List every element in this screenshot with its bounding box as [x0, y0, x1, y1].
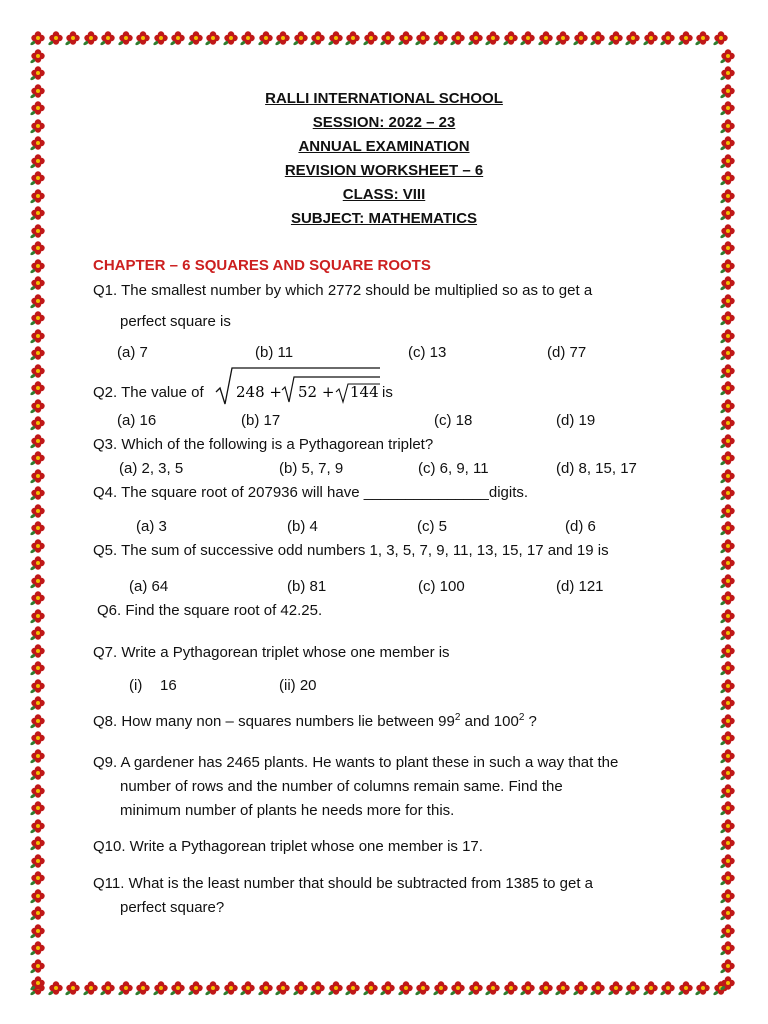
flower-border-icon: [720, 573, 736, 589]
flower-border-icon: [30, 643, 46, 659]
flower-border-icon: [188, 30, 204, 46]
flower-border-icon: [520, 980, 536, 996]
flower-border-icon: [153, 30, 169, 46]
flower-border-icon: [65, 980, 81, 996]
q3-text: Q3. Which of the following is a Pythagorean triplet?: [93, 436, 434, 453]
subject-label: SUBJECT: MATHEMATICS: [290, 210, 478, 227]
flower-border-icon: [720, 555, 736, 571]
flower-border-icon: [363, 30, 379, 46]
flower-border-icon: [100, 980, 116, 996]
flower-border-icon: [30, 573, 46, 589]
flower-border-icon: [30, 415, 46, 431]
flower-border-icon: [30, 240, 46, 256]
q2-expr-a: 248 +: [236, 383, 282, 401]
q9-line2: number of rows and the number of columns remain same. Find the: [120, 778, 563, 795]
q8-prefix: Q8. How many non – squares numbers lie between 99: [93, 713, 455, 730]
flower-border-icon: [720, 800, 736, 816]
flower-border-icon: [30, 485, 46, 501]
q4-option-c: (c) 5: [417, 518, 447, 535]
flower-border-icon: [720, 643, 736, 659]
q4-option-a: (a) 3: [136, 518, 167, 535]
flower-border-icon: [65, 30, 81, 46]
q2-prefix: Q2. The value of: [93, 384, 204, 401]
q7-text: Q7. Write a Pythagorean triplet whose one member is: [93, 644, 450, 661]
q4-text: Q4. The square root of 207936 will have _______________digits.: [93, 484, 529, 501]
q8-text: [93, 712, 537, 730]
flower-border-icon: [275, 980, 291, 996]
flower-border-icon: [720, 468, 736, 484]
flower-border-icon: [713, 30, 729, 46]
flower-border-icon: [660, 30, 676, 46]
q3-option-a: (a) 2, 3, 5: [119, 460, 184, 477]
flower-border-icon: [720, 345, 736, 361]
flower-border-icon: [643, 980, 659, 996]
flower-border-icon: [590, 30, 606, 46]
flower-border-icon: [30, 363, 46, 379]
flower-border-icon: [30, 398, 46, 414]
flower-border-icon: [30, 713, 46, 729]
flower-border-icon: [720, 888, 736, 904]
q7-part1-label: (i): [129, 677, 143, 694]
flower-border-icon: [720, 818, 736, 834]
flower-border-icon: [30, 310, 46, 326]
flower-border-icon: [345, 30, 361, 46]
flower-border-icon: [720, 48, 736, 64]
q10-text: Q10. Write a Pythagorean triplet whose one member is 17.: [93, 838, 483, 855]
q1-line1: Q1. The smallest number by which 2772 should be multiplied so as to get a: [93, 282, 593, 299]
flower-border-icon: [720, 958, 736, 974]
flower-border-icon: [503, 30, 519, 46]
chapter-title: CHAPTER – 6 SQUARES AND SQUARE ROOTS: [93, 257, 431, 274]
flower-border-icon: [205, 30, 221, 46]
flower-border-icon: [30, 835, 46, 851]
flower-border-icon: [30, 818, 46, 834]
flower-border-icon: [555, 980, 571, 996]
flower-border-icon: [643, 30, 659, 46]
session: SESSION: 2022 – 23: [312, 114, 456, 131]
flower-border-icon: [720, 870, 736, 886]
flower-border-icon: [48, 30, 64, 46]
flower-border-icon: [520, 30, 536, 46]
flower-border-icon: [205, 980, 221, 996]
flower-border-icon: [720, 310, 736, 326]
flower-border-icon: [720, 590, 736, 606]
flower-border-icon: [30, 625, 46, 641]
flower-border-icon: [433, 30, 449, 46]
flower-border-icon: [608, 30, 624, 46]
flower-border-icon: [30, 538, 46, 554]
flower-border-icon: [720, 695, 736, 711]
q1-option-c: (c) 13: [408, 344, 447, 361]
flower-border-icon: [30, 293, 46, 309]
flower-border-icon: [83, 30, 99, 46]
flower-border-icon: [720, 975, 736, 991]
worksheet-title: REVISION WORKSHEET – 6: [284, 162, 484, 179]
flower-border-icon: [30, 345, 46, 361]
flower-border-icon: [30, 660, 46, 676]
q2-suffix: is: [382, 384, 393, 401]
flower-border-icon: [660, 980, 676, 996]
flower-border-icon: [30, 730, 46, 746]
q2-option-b: (b) 17: [241, 412, 281, 429]
flower-border-icon: [573, 980, 589, 996]
flower-border-icon: [275, 30, 291, 46]
flower-border-icon: [720, 485, 736, 501]
q4-option-d: (d) 6: [565, 518, 596, 535]
flower-border-icon: [30, 958, 46, 974]
flower-border-icon: [720, 923, 736, 939]
flower-border-icon: [450, 30, 466, 46]
q5-option-c: (c) 100: [418, 578, 465, 595]
flower-border-icon: [118, 30, 134, 46]
flower-border-icon: [118, 980, 134, 996]
flower-border-icon: [625, 980, 641, 996]
flower-border-icon: [30, 65, 46, 81]
flower-border-icon: [720, 625, 736, 641]
q8-suffix: ?: [524, 713, 537, 730]
flower-border-icon: [720, 415, 736, 431]
flower-border-icon: [153, 980, 169, 996]
flower-border-icon: [468, 30, 484, 46]
flower-border-icon: [30, 555, 46, 571]
flower-border-icon: [398, 980, 414, 996]
flower-border-icon: [345, 980, 361, 996]
flower-border-icon: [720, 730, 736, 746]
q3-option-c: (c) 6, 9, 11: [418, 460, 489, 477]
flower-border-icon: [720, 940, 736, 956]
flower-border-icon: [380, 980, 396, 996]
flower-border-icon: [720, 835, 736, 851]
flower-border-icon: [240, 30, 256, 46]
flower-border-icon: [30, 433, 46, 449]
flower-border-icon: [363, 980, 379, 996]
flower-border-icon: [678, 980, 694, 996]
q1-line2: perfect square is: [120, 313, 231, 330]
q5-text: Q5. The sum of successive odd numbers 1, 3, 5, 7, 9, 11, 13, 15, 17 and 19 is: [93, 542, 609, 559]
flower-border-icon: [310, 30, 326, 46]
flower-border-icon: [625, 30, 641, 46]
flower-border-icon: [720, 905, 736, 921]
flower-border-icon: [720, 783, 736, 799]
flower-border-icon: [30, 503, 46, 519]
flower-border-icon: [720, 748, 736, 764]
q3-option-b: (b) 5, 7, 9: [279, 460, 344, 477]
flower-border-icon: [30, 520, 46, 536]
flower-border-icon: [720, 258, 736, 274]
flower-border-icon: [188, 980, 204, 996]
flower-border-icon: [720, 503, 736, 519]
flower-border-icon: [170, 30, 186, 46]
flower-border-icon: [720, 380, 736, 396]
flower-border-icon: [720, 678, 736, 694]
flower-border-icon: [720, 398, 736, 414]
q2-expr-b: 52 +: [298, 383, 335, 401]
flower-border-icon: [83, 980, 99, 996]
flower-border-icon: [573, 30, 589, 46]
flower-border-icon: [503, 980, 519, 996]
flower-border-icon: [608, 980, 624, 996]
flower-border-icon: [135, 980, 151, 996]
flower-border-icon: [30, 905, 46, 921]
flower-border-icon: [538, 30, 554, 46]
flower-border-icon: [720, 765, 736, 781]
flower-border-icon: [433, 980, 449, 996]
flower-border-icon: [30, 980, 46, 996]
flower-border-icon: [450, 980, 466, 996]
flower-border-icon: [30, 853, 46, 869]
flower-border-icon: [720, 433, 736, 449]
flower-border-icon: [720, 363, 736, 379]
flower-border-icon: [30, 870, 46, 886]
flower-border-icon: [720, 538, 736, 554]
flower-border-icon: [30, 380, 46, 396]
flower-border-icon: [30, 695, 46, 711]
class-label: CLASS: VIII: [342, 186, 426, 203]
q8-exponent-2: 2: [518, 712, 525, 723]
flower-border-icon: [720, 65, 736, 81]
flower-border-icon: [293, 30, 309, 46]
flower-border-icon: [223, 980, 239, 996]
flower-border-icon: [720, 520, 736, 536]
q1-option-b: (b) 11: [255, 344, 294, 361]
flower-border-icon: [485, 980, 501, 996]
q9-line1: Q9. A gardener has 2465 plants. He wants to plant these in such a way that the: [93, 754, 619, 771]
flower-border-icon: [720, 713, 736, 729]
flower-border-icon: [720, 608, 736, 624]
flower-border-icon: [678, 30, 694, 46]
flower-border-icon: [468, 980, 484, 996]
flower-border-icon: [30, 678, 46, 694]
flower-border-icon: [720, 328, 736, 344]
nested-radical-expression: [214, 364, 384, 408]
flower-border-icon: [590, 980, 606, 996]
flower-border-icon: [415, 30, 431, 46]
q7-part1-value: 16: [160, 677, 177, 694]
flower-border-icon: [30, 940, 46, 956]
flower-border-icon: [720, 853, 736, 869]
flower-border-icon: [30, 975, 46, 991]
q3-option-d: (d) 8, 15, 17: [556, 460, 637, 477]
q5-option-b: (b) 81: [287, 578, 327, 595]
q7-part2: (ii) 20: [279, 677, 317, 694]
flower-border-icon: [720, 450, 736, 466]
flower-border-icon: [720, 660, 736, 676]
flower-border-icon: [30, 275, 46, 291]
flower-border-icon: [415, 980, 431, 996]
flower-border-icon: [30, 30, 46, 46]
q4-option-b: (b) 4: [287, 518, 318, 535]
q2-option-c: (c) 18: [434, 412, 473, 429]
flower-border-icon: [30, 765, 46, 781]
flower-border-icon: [695, 980, 711, 996]
flower-border-icon: [170, 980, 186, 996]
flower-border-icon: [328, 980, 344, 996]
flower-border-icon: [30, 48, 46, 64]
flower-border-icon: [398, 30, 414, 46]
q1-option-a: (a) 7: [117, 344, 148, 361]
flower-border-icon: [30, 450, 46, 466]
flower-border-icon: [485, 30, 501, 46]
flower-border-icon: [240, 980, 256, 996]
flower-border-icon: [30, 888, 46, 904]
flower-border-icon: [258, 980, 274, 996]
flower-border-icon: [30, 328, 46, 344]
q5-option-a: (a) 64: [129, 578, 169, 595]
flower-border-icon: [135, 30, 151, 46]
flower-border-icon: [720, 240, 736, 256]
flower-border-icon: [30, 608, 46, 624]
q2-expr-c: 144: [350, 383, 379, 401]
q2-option-a: (a) 16: [117, 412, 157, 429]
flower-border-icon: [380, 30, 396, 46]
flower-border-icon: [555, 30, 571, 46]
flower-border-icon: [695, 30, 711, 46]
q8-mid: and 100: [460, 713, 519, 730]
q11-line1: Q11. What is the least number that should be subtracted from 1385 to get a: [93, 875, 594, 892]
flower-border-icon: [30, 923, 46, 939]
q2-option-d: (d) 19: [556, 412, 596, 429]
flower-border-icon: [258, 30, 274, 46]
flower-border-icon: [30, 258, 46, 274]
flower-border-icon: [30, 800, 46, 816]
q11-line2: perfect square?: [120, 899, 225, 916]
school-name: RALLI INTERNATIONAL SCHOOL: [265, 90, 503, 107]
flower-border-icon: [310, 980, 326, 996]
flower-border-icon: [48, 980, 64, 996]
flower-border-icon: [30, 783, 46, 799]
q1-option-d: (d) 77: [547, 344, 587, 361]
q9-line3: minimum number of plants he needs more for this.: [120, 802, 455, 819]
flower-border-icon: [293, 980, 309, 996]
exam-title: ANNUAL EXAMINATION: [298, 138, 470, 155]
flower-border-icon: [223, 30, 239, 46]
flower-border-icon: [30, 590, 46, 606]
flower-border-icon: [538, 980, 554, 996]
flower-border-icon: [328, 30, 344, 46]
q5-option-d: (d) 121: [556, 578, 604, 595]
q8-exponent-1: 2: [454, 712, 461, 723]
flower-border-icon: [720, 275, 736, 291]
flower-border-icon: [713, 980, 729, 996]
q6-text: Q6. Find the square root of 42.25.: [97, 602, 323, 619]
flower-border-icon: [30, 468, 46, 484]
flower-border-icon: [30, 748, 46, 764]
flower-border-icon: [100, 30, 116, 46]
flower-border-icon: [720, 293, 736, 309]
